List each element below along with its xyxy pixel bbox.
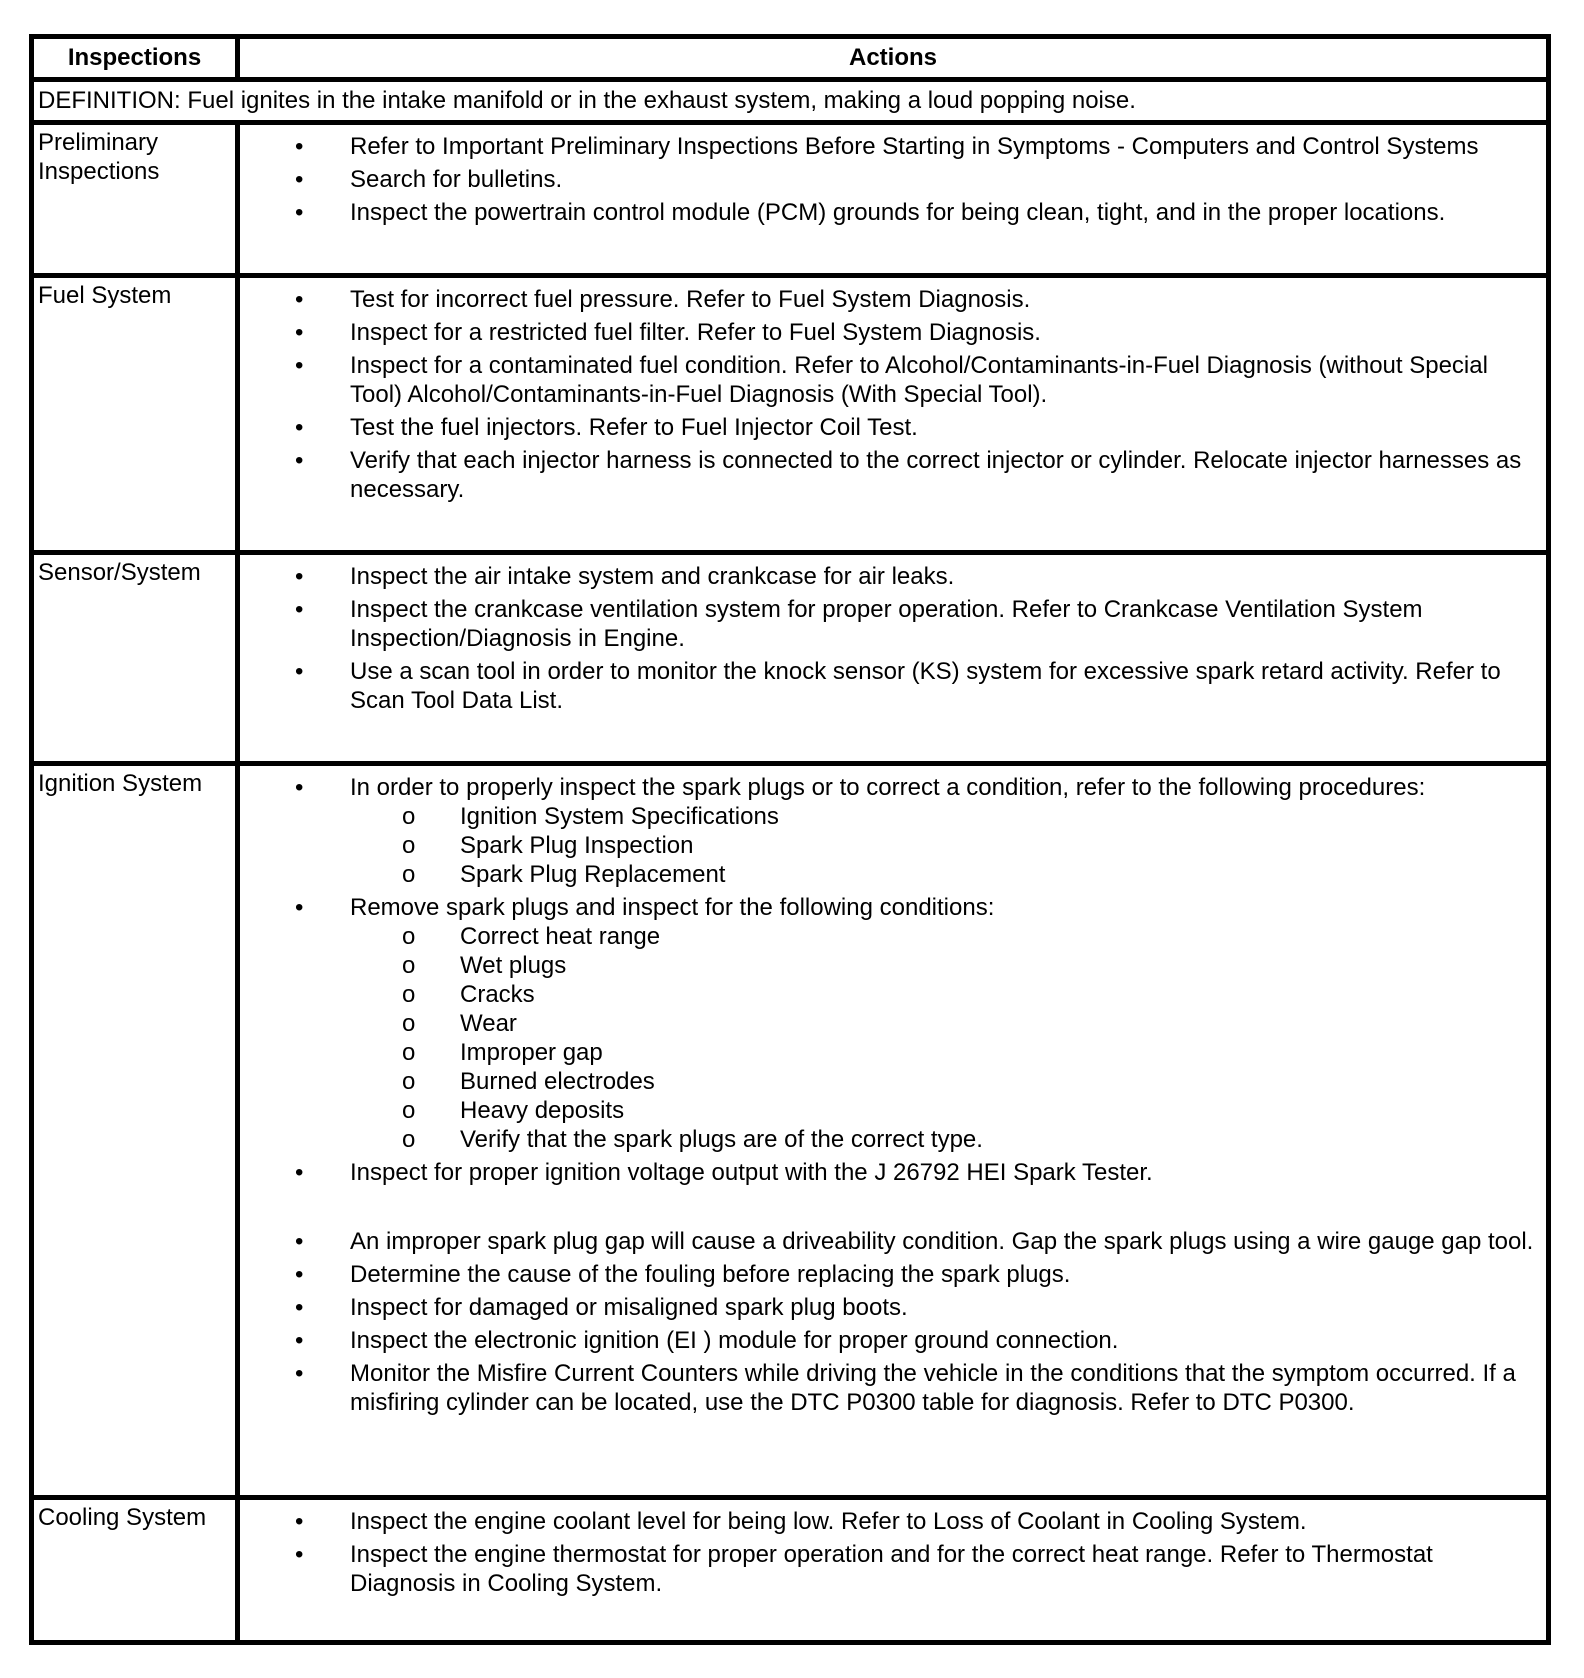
sub-item: o Wear	[350, 1009, 1540, 1038]
row-label-ignition-system: Ignition System	[38, 770, 203, 797]
action-item: • Inspect the engine thermostat for proper operation and for the correct heat range. Refer to Thermostat Diagnosis in Cooling System.	[240, 1540, 1546, 1598]
row-actions	[240, 562, 1546, 719]
sub-item: o Verify that the spark plugs are of the correct type.	[350, 1125, 1540, 1154]
action-item: • Determine the cause of the fouling before replacing the spark plugs.	[240, 1260, 1546, 1289]
action-item: • Inspect for a contaminated fuel condition. Refer to Alcohol/Contaminants-in-Fuel Diagnosis (without Special Tool) Alcohol/Contaminants-in-Fuel Diagnosis (With Special Tool).	[240, 351, 1546, 409]
table-row	[34, 273, 1546, 550]
action-item: • Inspect the crankcase ventilation system for proper operation. Refer to Crankcase Ventilation System Inspection/Diagnosis in Engine.	[240, 595, 1546, 653]
row-label-preliminary-inspections: Preliminary Inspections	[38, 129, 160, 185]
action-item: • Test the fuel injectors. Refer to Fuel Injector Coil Test.	[240, 413, 1546, 442]
row-label-sensor-system: Sensor/System	[38, 559, 201, 586]
header-actions: Actions	[848, 44, 937, 71]
sub-item: o Spark Plug Inspection	[350, 831, 1540, 860]
sub-item: o Cracks	[350, 980, 1540, 1009]
action-item: • Inspect the powertrain control module (PCM) grounds for being clean, tight, and in the proper locations.	[240, 198, 1546, 227]
action-item-text: • In order to properly inspect the spark plugs or to correct a condition, refer to the following procedures:	[350, 774, 1426, 801]
table-row	[34, 1495, 1546, 1645]
header-inspections: Inspections	[67, 44, 202, 71]
action-item	[240, 893, 1546, 1154]
diagnostic-table	[29, 34, 1551, 1645]
action-item: • Test for incorrect fuel pressure. Refer to Fuel System Diagnosis.	[240, 285, 1546, 314]
action-item: • Inspect for damaged or misaligned spark plug boots.	[240, 1293, 1546, 1322]
table-row	[34, 761, 1546, 1495]
table-row	[34, 550, 1546, 761]
action-item: • Refer to Important Preliminary Inspections Before Starting in Symptoms - Computers and Control Systems	[240, 132, 1546, 161]
column-divider	[235, 39, 240, 77]
action-item: • An improper spark plug gap will cause a driveability condition. Gap the spark plugs using a wire gauge gap tool.	[240, 1227, 1546, 1256]
sub-item: o Wet plugs	[350, 951, 1540, 980]
sub-item: o Heavy deposits	[350, 1096, 1540, 1125]
action-item: • Inspect the electronic ignition (EI ) module for proper ground connection.	[240, 1326, 1546, 1355]
row-actions	[240, 285, 1546, 508]
action-item: • Search for bulletins.	[240, 165, 1546, 194]
header-row	[34, 39, 1546, 77]
definition-row	[34, 77, 1546, 120]
row-actions	[240, 132, 1546, 231]
row-actions	[240, 1507, 1546, 1602]
row-actions	[240, 773, 1546, 1421]
sub-item: o Burned electrodes	[350, 1067, 1540, 1096]
action-item: • Inspect for a restricted fuel filter. Refer to Fuel System Diagnosis.	[240, 318, 1546, 347]
action-item: • Verify that each injector harness is connected to the correct injector or cylinder. Relocate injector harnesses as necessary.	[240, 446, 1546, 504]
action-item-text: • Remove spark plugs and inspect for the following conditions:	[350, 894, 995, 921]
sub-item: o Spark Plug Replacement	[350, 860, 1540, 889]
action-item	[240, 773, 1546, 889]
action-item: • Inspect the engine coolant level for being low. Refer to Loss of Coolant in Cooling System.	[240, 1507, 1546, 1536]
table-row	[34, 120, 1546, 273]
sub-item: o Ignition System Specifications	[350, 802, 1540, 831]
action-item: • Inspect the air intake system and crankcase for air leaks.	[240, 562, 1546, 591]
definition-text: DEFINITION: Fuel ignites in the intake manifold or in the exhaust system, making a loud popping noise.	[38, 87, 1136, 114]
sub-item: o Improper gap	[350, 1038, 1540, 1067]
action-item: • Use a scan tool in order to monitor the knock sensor (KS) system for excessive spark retard activity. Refer to Scan Tool Data List.	[240, 657, 1546, 715]
action-item: • Inspect for proper ignition voltage output with the J 26792 HEI Spark Tester.	[240, 1158, 1546, 1187]
sub-item: o Correct heat range	[350, 922, 1540, 951]
row-label-cooling-system: Cooling System	[38, 1504, 207, 1531]
action-item: • Monitor the Misfire Current Counters while driving the vehicle in the conditions that the symptom occurred. If a misfiring cylinder can be located, use the DTC P0300 table for diagnosis. Refer to DTC P0300.	[240, 1359, 1546, 1417]
row-label-fuel-system: Fuel System	[38, 282, 172, 309]
